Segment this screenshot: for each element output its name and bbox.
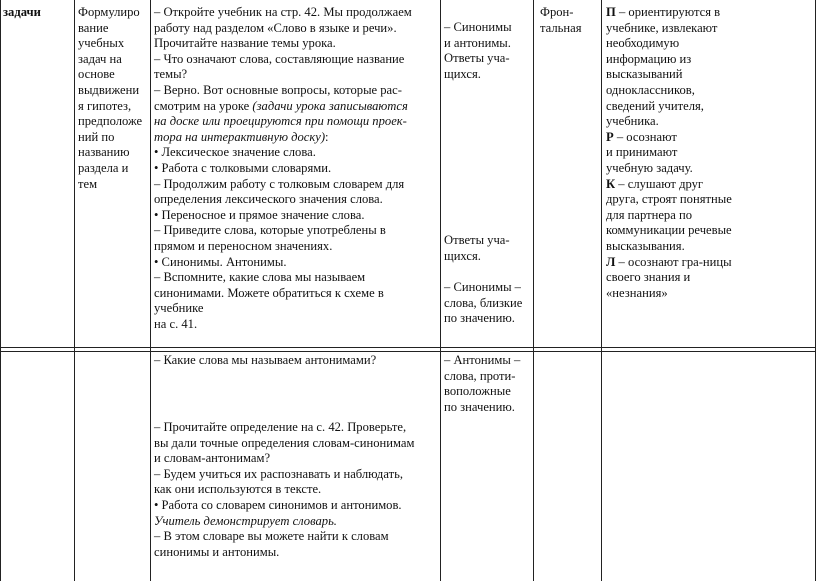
row2-col3-text: – Прочитайте определение на с. 42. Проверьте, вы дали точные определения словам-синонимам и словам-антонимам? – Будем учиться их распознавать и наблюдать, как они используются в тексте. • Работа со словарем синонимов и антонимов. Учитель демонстрирует словарь. – В этом словаре вы можете найти к словам синонимы и антонимы. (154, 420, 415, 559)
row1-col4-answer-c: – Синонимы – слова, близкие по значению. (444, 280, 523, 326)
row1-col5-text: Фрон- тальная (540, 5, 582, 35)
row2-col4-answer: – Антонимы – слова, проти- воположные по значению. (444, 353, 521, 414)
row1-col4-answer-b: Ответы уча- щихся. (444, 233, 510, 263)
row1-col6-text: П – ориентируются в учебнике, извлекают необходимую информацию из высказываний одноклассников, сведений учителя, учебника. Р – осознают и принимают учебную задачу. К – слушают друг друга, строят понятные для партнера по коммуникации речевые высказывания. Л – осознают гра-ницы своего знания и «незнания» (606, 5, 732, 300)
row1-col3-text: – Откройте учебник на стр. 42. Мы продолжаем работу над разделом «Слово в языке и речи». Прочитайте название темы урока. – Что означают слова, составляющие название темы? – Верно. Вот основные вопросы, которые рас- смотрим на уроке (задачи урока записываются на доске или проецируются при помощи проек- тора на интерактивную доску): • Лексическое значение слова. • Работа с толковыми словарями. – Продолжим работу с толковым словарем для определения лексического значения слова. • Переносное и прямое значение слова. – Приведите слова, которые употреблены в прямом и переносном значениях. • Синонимы. Антонимы. – Вспомните, какие слова мы называем синонимами. Можете обратиться к схеме в учебнике на с. 41. (154, 5, 412, 331)
row1-col1-text: задачи (3, 5, 41, 19)
row2-col3-question: – Какие слова мы называем антонимами? (154, 353, 377, 367)
row1-col2-text: Формулиро вание учебных задач на основе выдвижени я гипотез, предположе ний по названию раздела и тем (78, 5, 143, 191)
row1-col4-answer-a: – Синонимы и антонимы. Ответы уча- щихся. (444, 20, 512, 81)
